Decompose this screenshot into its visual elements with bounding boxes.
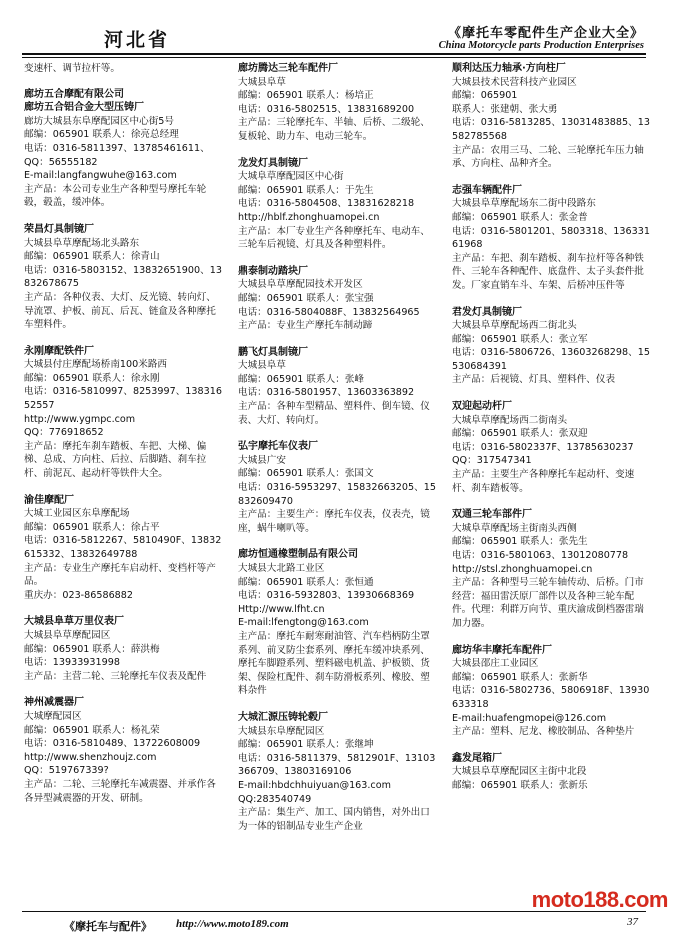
entry-line: 大城县阜草摩配园区 [24, 629, 111, 641]
entry-line: 大城阜草摩配场西二街南头 [452, 414, 568, 426]
entry-line: 邮编：065901 联系人：张立军 [452, 333, 588, 345]
company-entry [238, 346, 438, 428]
entry-line: 主产品：本公司专业生产各种型号摩托车轮毂，毂盖，缓冲体。 [24, 183, 207, 209]
entry-line: 大城县阜草摩配场东二街中段路东 [452, 198, 596, 210]
entry-line: 联系人：张建朝、张大勇 [452, 103, 558, 115]
company-name: 顺利达压力轴承·方向柱厂 [452, 63, 566, 74]
entry-line: 电话：13933931998 [24, 657, 120, 669]
company-name: 双通三轮车部件厂 [452, 509, 532, 521]
footer-url[interactable]: http://www.moto189.com [176, 918, 289, 930]
entry-line[interactable]: http://stsl.zhonghuamopei.cn [452, 563, 593, 575]
entry-line: 大城县阜草摩配场西二街北头 [452, 320, 577, 332]
entry-line: 邮编：065901 联系人：张金普 [452, 211, 588, 223]
entry-line: 邮编：065901 联系人：张新华 [452, 671, 588, 683]
entry-line: 电话：0316-5804508、13831628218 [238, 198, 415, 210]
company-name: 大城县阜草万里仪表厂 [24, 616, 124, 628]
entry-line: 邮编：065901 联系人：张继坤 [238, 739, 374, 751]
entry-line[interactable]: http://hblf.zhonghuamopei.cn [238, 211, 380, 223]
entry-line: 电话：0316-5806726、13603268298、15530684391 [452, 347, 650, 372]
entry-line: 电话：0316-5804088F、13832564965 [238, 306, 420, 318]
book-title-cn: 《摩托车零配件生产企业大全》 [447, 26, 644, 41]
company-entry [452, 508, 652, 630]
entry-line: 大城县阜草 [238, 76, 286, 88]
entry-line[interactable]: E-mail:hbdchhuiyuan@163.com [238, 779, 391, 791]
company-entry [452, 644, 652, 739]
entry-line: 邮编：065901 联系人：张国文 [238, 468, 374, 480]
entry-line: 主产品：塑料、尼龙、橡胶制品、各种垫片 [452, 726, 635, 738]
company-entry [24, 88, 224, 210]
column-right [452, 62, 652, 806]
entry-line: 电话：0316-5802515、13831689200 [238, 103, 415, 115]
entry-line: 邮编：065901 联系人：张宝强 [238, 292, 374, 304]
entry-line: 大城县阜草 [238, 360, 286, 372]
entry-line: 邮编：065901 联系人：张峰 [238, 373, 365, 385]
entry-line: 电话：0316-5812267、5810490F、13832615332、13832649788 [24, 535, 222, 560]
company-name: 廊坊恒通橡塑制品有限公司 [238, 549, 358, 561]
page-number: 37 [627, 916, 638, 928]
company-entry [24, 345, 224, 481]
entry-line: 邮编：065901 联系人：张双迎 [452, 428, 588, 440]
entry-line: 主产品：车把、刹车踏板、刹车拉杆等各种铁件、三轮车各种配件、底盘件、太子头套件批发。厂家直销车斗、车架、后桥冲压件等 [452, 252, 644, 291]
entry-line: 邮编：065901 联系人：张恒通 [238, 576, 374, 588]
entry-line: 主产品：主要生产：摩托车仪表，仪表壳，镜座，蜗牛喇叭等。 [238, 509, 430, 534]
header-rule-thin [22, 57, 646, 58]
entry-line: 邮编：065901 [452, 90, 518, 102]
company-entry [238, 62, 438, 144]
entry-line: 大城摩配园区 [24, 710, 82, 722]
entry-line: 邮编：065901 联系人：徐占平 [24, 521, 160, 533]
entry-line: 大城阜草摩配场主街南头西侧 [452, 522, 577, 534]
company-name: 渝佳摩配厂 [24, 494, 74, 506]
company-name: 鑫发尾箱厂 [452, 752, 502, 764]
company-entry [24, 615, 224, 683]
entry-line: QQ：519767339? [24, 765, 109, 777]
entry-line: QQ:283540749 [238, 793, 312, 805]
entry-line: 主产品：主营二轮、三轮摩托车仪表及配件 [24, 670, 207, 682]
entry-line: 主产品：二轮、三轮摩托车减震器、并承作各各异型减震器的开发、研制。 [24, 778, 216, 804]
company-entry [238, 548, 438, 698]
company-name: 廊坊华丰摩托车配件厂 [452, 644, 552, 656]
entry-line: 邮编：065901 联系人：张新乐 [452, 779, 588, 791]
entry-line[interactable]: E-mail:lfengtong@163.com [238, 617, 369, 629]
column-middle [238, 62, 438, 846]
company-entry [452, 400, 652, 495]
entry-line: 大城县付庄摩配场桥南100米路西 [24, 359, 168, 371]
entry-line: 电话：0316-5932803、13930668369 [238, 590, 415, 602]
company-entry [452, 752, 652, 793]
entry-line: 主产品：各种车型精品、塑料件、倒车镜、仪表、大灯、转向灯。 [238, 401, 430, 426]
book-title-en: China Motorcycle parts Production Enterprises [438, 40, 644, 51]
entry-line: 主产品：三轮摩托车、半轴、后桥、二级轮、复板轮、助力车、电动三轮车。 [238, 117, 430, 142]
entry-line: 主产品：本厂专业生产各种摩托车、电动车、三轮车后视镜、灯具及各种塑料件。 [238, 225, 430, 251]
company-name: 龙发灯具制镜厂 [238, 157, 308, 169]
entry-line: 大城阜草摩配园区中心街 [238, 171, 344, 183]
entry-line: 邮编：065901 联系人：徐永刚 [24, 372, 160, 384]
company-name: 荣昌灯具制镜厂 [24, 223, 94, 235]
entry-line: 大城县邵庄工业园区 [452, 658, 539, 670]
continued-entry [24, 62, 224, 76]
entry-line: 电话：0316-5810997、8253997、13831652557 [24, 386, 222, 412]
entry-line: 主产品：专业生产摩托车启动杆、变档杆等产品。 [24, 562, 216, 588]
entry-line: 大城县阜草摩配园区主街中北段 [452, 766, 587, 778]
entry-line: QQ：317547341 [452, 455, 532, 467]
entry-line: 电话：0316-5810489、13722608009 [24, 738, 201, 750]
page-header [0, 0, 674, 58]
company-name: 神州减震器厂 [24, 697, 84, 709]
company-entry [452, 62, 652, 171]
entry-line: 邮编：065901 联系人：于先生 [238, 184, 374, 196]
company-entry [238, 265, 438, 333]
company-name: 廊坊腾达三轮车配件厂 [238, 63, 338, 74]
entry-line: 邮编：065901 联系人：徐青山 [24, 251, 160, 263]
company-entry [452, 184, 652, 293]
entry-line: 电话：0316-5811379、5812901F、13103366709、13803169106 [238, 752, 436, 778]
directory-columns [0, 62, 674, 907]
entry-line: 大城县阜草摩配园技术开发区 [238, 279, 363, 291]
site-watermark: moto188.com [531, 887, 668, 912]
entry-line: 电话：0316-5802736、5806918F、13930633318 [452, 685, 650, 710]
entry-line: 邮编：065901 联系人：杨礼荣 [24, 724, 160, 736]
company-name: 鹏飞灯具制镜厂 [238, 346, 308, 358]
company-name: 弘宇摩托车仪表厂 [238, 441, 318, 453]
entry-line: 大城工业园区东阜摩配场 [24, 508, 130, 520]
entry-line: 电话：0316-5801063、13012080778 [452, 550, 629, 561]
entry-line: 邮编：065901 联系人：徐亮总经理 [24, 129, 179, 141]
company-entry [24, 696, 224, 805]
company-entry [238, 157, 438, 252]
header-rule-thick [22, 53, 646, 55]
company-name: 大城汇源压铸轮毂厂 [238, 711, 328, 723]
column-left [24, 62, 224, 818]
entry-line: 电话：0316-5801201、5803318、13633161968 [452, 225, 650, 251]
entry-line: 电话：0316-5811397、13785461611、 [24, 142, 210, 154]
entry-line: 主产品：集生产、加工、国内销售，对外出口为一体的铝制品专业生产企业 [238, 807, 430, 832]
entry-line[interactable]: Http://www.lfht.cn [238, 603, 325, 615]
entry-line: 主产品：后视镜、灯具、塑料件、仪表 [452, 374, 616, 386]
entry-line: 主产品：专业生产摩托车制动蹄 [238, 320, 373, 332]
entry-line: QQ：776918652 [24, 427, 104, 439]
entry-line[interactable]: http://www.shenzhoujz.com [24, 751, 157, 763]
province-title: 河北省 [104, 29, 171, 51]
entry-line: 邮编：065901 联系人：杨培正 [238, 90, 374, 102]
entry-line: 大城县技术民营科技产业园区 [452, 76, 577, 88]
company-name: 廊坊五合铝合金大型压铸厂 [24, 102, 144, 114]
entry-line: 邮编：065901 联系人：张先生 [452, 536, 588, 548]
entry-line: 电话：0316-5953297、15832663205、15832609470 [238, 482, 436, 507]
entry-line: 主产品：摩托车刹车踏板、车把、大梯、偏梯、总成、方向柱、后拉、后脚踏、刹车拉杆、前泥瓦、起动杆等铁件大全。 [24, 440, 207, 480]
entry-line[interactable]: http://www.ygmpc.com [24, 413, 136, 425]
entry-line[interactable]: E-mail:langfangwuhe@163.com [24, 170, 177, 182]
entry-line: 廊坊大城县东阜摩配园区中心街5号 [24, 115, 175, 127]
entry-line: 主产品：农用三马、二轮、三轮摩托车压力轴承、方向柱、品种齐全。 [452, 144, 644, 170]
entry-line: 大城县大北路工业区 [238, 563, 325, 574]
entry-line: 大城县广安 [238, 454, 286, 466]
entry-line: 大城县东阜摩配园区 [238, 725, 325, 737]
company-entry [452, 306, 652, 388]
entry-line: 电话：0316-5801957、13603363892 [238, 387, 415, 399]
company-name: 志强车辆配件厂 [452, 184, 522, 196]
entry-line: 主产品：主要生产各种摩托车起动杆、变速杆、刹车踏板等。 [452, 469, 635, 494]
company-name: 永刚摩配铁件厂 [24, 345, 94, 357]
company-entry [238, 711, 438, 833]
entry-line: 主产品：摩托车耐寒耐油管、汽车档柄防尘罩系列、前叉防尘套系列、摩托车缓冲块系列、摩托车脚蹬系列、塑料磁电机盖、护板锁、货架、保险杠配件、刹车防滑板系列、橡胶、塑料杂件 [238, 630, 430, 697]
entry-line: 主产品：各种仪表、大灯、反光镜、转向灯、导流罩、护板、前瓦、后瓦、链盒及各种摩托车塑料件。 [24, 291, 216, 331]
company-name: 双迎起动杆厂 [452, 401, 512, 413]
company-entry [24, 494, 224, 603]
company-name: 鼎泰制动踏块厂 [238, 265, 308, 277]
entry-line: 邮编：065901 联系人：薛洪梅 [24, 643, 160, 655]
entry-line: 电话：0316-5802337F、13785630237 [452, 441, 634, 453]
entry-line: 重庆办：023-86586882 [24, 589, 133, 601]
entry-line: 电话：0316-5813285、13031483885、13582785568 [452, 117, 650, 142]
entry-line: 变速杆、调节拉杆等。 [24, 63, 120, 74]
footer-magazine: 《摩托车与配件》 [64, 920, 152, 933]
company-entry [238, 440, 438, 535]
entry-line: QQ：56555182 [24, 156, 98, 168]
company-name: 君发灯具制镜厂 [452, 306, 522, 318]
company-name: 廊坊五合摩配有限公司 [24, 88, 124, 100]
entry-line: 电话：0316-5803152、13832651900、13832678675 [24, 264, 222, 290]
entry-line: 主产品：各种型号三轮车轴传动、后桥。门市经营：福田雷沃原厂部件以及各种三轮车配件。代理：利群万向节、重庆渝成倒档器雷瑞加力器。 [452, 577, 644, 629]
entry-line[interactable]: E-mail:huafengmopei@126.com [452, 712, 607, 724]
company-entry [24, 223, 224, 332]
entry-line: 大城县阜草摩配场北头路东 [24, 237, 140, 249]
